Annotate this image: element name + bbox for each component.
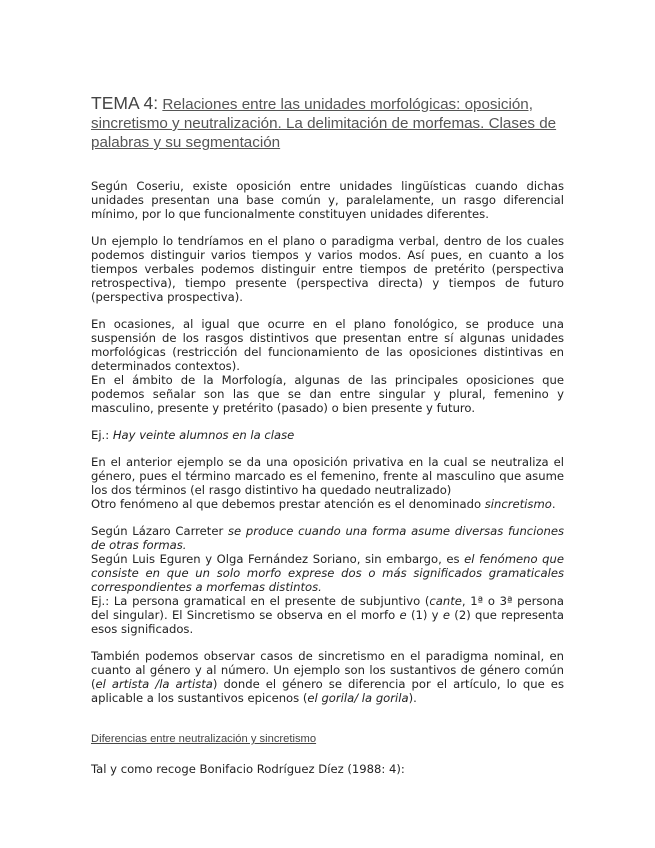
- sincretismo-end: .: [551, 497, 556, 511]
- paragraph-verbal-paradigm: Un ejemplo lo tendríamos en el plano o paradigma verbal, dentro de los cuales podemos distinguir varios tiempos y varios modos. Así pues, en cuanto a los tiempos verbales podemos distinguir entre tiempos de pretérito (perspectiva retrospectiva), tiempo presente (perspectiva directa) y tiempos de futuro (perspectiva prospectiva).: [91, 234, 564, 304]
- sincretismo-text: Otro fenómeno al que debemos prestar atención es el denominado: [91, 497, 482, 511]
- paragraph-morphology-oppositions: En el ámbito de la Morfología, algunas de las principales oposiciones que podemos señalar son las que se dan entre singular y plural, femenino y masculino, presente y pretérito (pasado) o bien presente y futuro.: [91, 373, 564, 415]
- subj-e1: e: [399, 608, 407, 622]
- paragraph-example-subjunctive: [91, 594, 564, 636]
- paragraph-coseriu: Según Coseriu, existe oposición entre unidades lingüísticas cuando dichas unidades presentan una base común y, paralelamente, un rasgo diferencial mínimo, por lo que funcionalmente constituyen unidades diferentes.: [91, 179, 564, 221]
- title-subject: Relaciones entre las unidades morfológicas: oposición, sincretismo y neutralización. La delimitación de morfemas. Clases de palabras y su segmentación: [91, 96, 557, 151]
- example-label: Ej.:: [91, 428, 110, 442]
- paragraph-eguren: [91, 552, 564, 594]
- paragraph-example-1: [91, 428, 564, 442]
- nominal-example-gorila: el gorila/ la gorila: [307, 691, 409, 705]
- document-body: [91, 179, 564, 789]
- paragraph-sincretismo: [91, 497, 564, 511]
- paragraph-suspension: En ocasiones, al igual que ocurre en el plano fonológico, se produce una suspensión de los rasgos distintivos que presentan entre sí algunas unidades morfológicas (restricción del funcionamiento de las oposiciones distintivas en determinados contextos).: [91, 317, 564, 373]
- subj-c: (1) y: [410, 608, 439, 622]
- page-title: [91, 94, 571, 152]
- nominal-b: ) donde el género se diferencia por el artículo, lo que es aplicable a los sustantivos epicenos (: [91, 677, 564, 705]
- nominal-example-artista: el artista /la artista: [95, 677, 213, 691]
- eguren-quote: el fenómeno que consiste en que un solo morfo exprese dos o más significados gramaticales correspondientes a morfemas distintos.: [91, 552, 565, 594]
- subj-d: (2) que representa esos significados.: [91, 608, 564, 636]
- example-sentence: Hay veinte alumnos en la clase: [112, 428, 295, 442]
- sincretismo-term: sincretismo: [484, 497, 552, 511]
- subj-cante: cante: [429, 594, 462, 608]
- paragraph-nominal-paradigm: [91, 649, 564, 705]
- eguren-text: Según Luis Eguren y Olga Fernández Soriano, sin embargo, es: [91, 552, 460, 566]
- nominal-a: También podemos observar casos de sincretismo en el paradigma nominal, en cuanto al género y al número. Un ejemplo son los sustantivos de género común (: [91, 649, 564, 691]
- section-subheading: Diferencias entre neutralización y sincretismo: [91, 733, 317, 745]
- paragraph-lazaro: [91, 524, 564, 552]
- lazaro-text: Según Lázaro Carreter: [91, 524, 224, 538]
- lazaro-quote: se produce cuando una forma asume diversas funciones de otras formas.: [91, 524, 564, 552]
- nominal-c: ).: [408, 691, 417, 705]
- subj-e2: e: [442, 608, 450, 622]
- subj-b: , 1ª o 3ª persona del singular). El Sincretismo se observa en el morfo: [91, 594, 565, 622]
- paragraph-rodriguez: Tal y como recoge Bonifacio Rodríguez Díez (1988: 4):: [91, 762, 405, 776]
- subj-a: Ej.: La persona gramatical en el presente de subjuntivo (: [91, 594, 430, 608]
- paragraph-privative-opposition: En el anterior ejemplo se da una oposición privativa en la cual se neutraliza el género, pues el término marcado es el femenino, frente al masculino que asume los dos términos (el rasgo distintivo ha quedado neutralizado): [91, 455, 564, 497]
- title-tema: TEMA 4:: [91, 93, 159, 113]
